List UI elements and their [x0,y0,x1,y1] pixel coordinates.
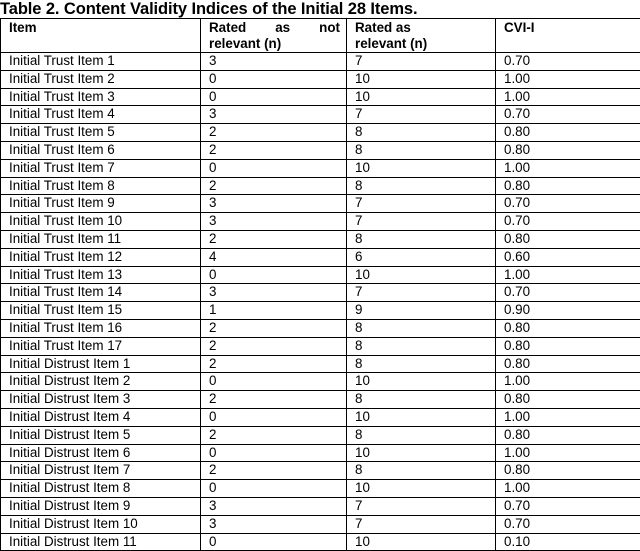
cell-item: Initial Distrust Item 7 [1,462,201,480]
cell-rated-not-relevant: 0 [201,88,347,106]
table-row [1,284,640,302]
cell-item: Initial Distrust Item 11 [1,533,201,551]
cell-rated-relevant: 7 [347,213,496,231]
cell-item: Initial Distrust Item 6 [1,444,201,462]
cell-item: Initial Trust Item 17 [1,337,201,355]
cell-rated-relevant: 10 [347,480,496,498]
table-row [1,53,640,71]
table-row [1,497,640,515]
header-line-1: Rated as [355,20,495,36]
cell-rated-relevant: 7 [347,106,496,124]
cell-cvi-i: 0.80 [496,319,640,337]
header-rated-relevant [347,19,496,53]
cell-rated-not-relevant: 3 [201,284,347,302]
cell-rated-relevant: 10 [347,408,496,426]
cell-item: Initial Trust Item 14 [1,284,201,302]
table-row [1,462,640,480]
table-row [1,88,640,106]
cell-rated-not-relevant: 2 [201,462,347,480]
cell-cvi-i: 0.10 [496,533,640,551]
cell-cvi-i: 0.80 [496,391,640,409]
cell-item: Initial Distrust Item 3 [1,391,201,409]
table-row [1,248,640,266]
cell-item: Initial Distrust Item 9 [1,497,201,515]
table-row [1,391,640,409]
cell-cvi-i: 0.90 [496,302,640,320]
cell-rated-not-relevant: 2 [201,124,347,142]
table-row [1,159,640,177]
cell-rated-relevant: 8 [347,319,496,337]
cell-cvi-i: 0.70 [496,106,640,124]
cell-item: Initial Trust Item 9 [1,195,201,213]
cell-rated-not-relevant: 0 [201,480,347,498]
table-row [1,319,640,337]
cell-rated-relevant: 7 [347,195,496,213]
table-row [1,408,640,426]
cell-item: Initial Trust Item 11 [1,230,201,248]
cell-cvi-i: 0.70 [496,53,640,71]
cell-rated-relevant: 9 [347,302,496,320]
header-cvi-i: CVI-I [496,19,640,53]
cell-rated-relevant: 8 [347,230,496,248]
cell-cvi-i: 0.70 [496,195,640,213]
cell-item: Initial Trust Item 1 [1,53,201,71]
cell-rated-relevant: 8 [347,462,496,480]
cell-rated-not-relevant: 0 [201,70,347,88]
cell-rated-not-relevant: 2 [201,230,347,248]
header-item: Item [1,19,201,53]
cell-cvi-i: 0.80 [496,230,640,248]
cell-rated-not-relevant: 2 [201,319,347,337]
cell-rated-relevant: 8 [347,355,496,373]
table-row [1,373,640,391]
cell-rated-relevant: 8 [347,141,496,159]
cell-item: Initial Distrust Item 1 [1,355,201,373]
cell-item: Initial Distrust Item 4 [1,408,201,426]
cell-cvi-i: 1.00 [496,444,640,462]
cell-rated-not-relevant: 2 [201,141,347,159]
cell-cvi-i: 0.70 [496,497,640,515]
table-row [1,515,640,533]
cell-item: Initial Trust Item 4 [1,106,201,124]
cell-item: Initial Trust Item 5 [1,124,201,142]
cell-rated-relevant: 10 [347,70,496,88]
cell-rated-relevant: 8 [347,426,496,444]
cell-rated-not-relevant: 0 [201,444,347,462]
table-row [1,106,640,124]
cell-item: Initial Trust Item 8 [1,177,201,195]
cell-item: Initial Distrust Item 8 [1,480,201,498]
cell-rated-not-relevant: 2 [201,355,347,373]
cell-rated-relevant: 6 [347,248,496,266]
cell-cvi-i: 1.00 [496,373,640,391]
table-row [1,124,640,142]
table-row [1,302,640,320]
cell-rated-relevant: 10 [347,159,496,177]
cell-cvi-i: 0.80 [496,141,640,159]
cell-rated-not-relevant: 2 [201,177,347,195]
table-row [1,337,640,355]
cell-rated-relevant: 10 [347,533,496,551]
cell-rated-relevant: 7 [347,53,496,71]
table-row [1,213,640,231]
cell-rated-relevant: 7 [347,497,496,515]
cell-item: Initial Distrust Item 5 [1,426,201,444]
cell-rated-not-relevant: 0 [201,373,347,391]
table-row [1,141,640,159]
cell-cvi-i: 0.70 [496,284,640,302]
table-row [1,230,640,248]
cell-rated-not-relevant: 0 [201,159,347,177]
cell-rated-not-relevant: 3 [201,497,347,515]
cell-cvi-i: 1.00 [496,480,640,498]
table-row [1,355,640,373]
cell-rated-not-relevant: 2 [201,426,347,444]
cell-item: Initial Distrust Item 10 [1,515,201,533]
cell-rated-relevant: 8 [347,337,496,355]
header-word: Rated [209,20,246,36]
cell-rated-relevant: 10 [347,88,496,106]
table-caption: Table 2. Content Validity Indices of the Initial 28 Items. [0,0,640,19]
table-row [1,426,640,444]
cell-rated-relevant: 10 [347,373,496,391]
cell-cvi-i: 1.00 [496,159,640,177]
cell-cvi-i: 0.70 [496,515,640,533]
cell-cvi-i: 1.00 [496,266,640,284]
header-row [1,19,640,53]
cell-cvi-i: 0.60 [496,248,640,266]
header-line-2: relevant (n) [355,36,495,52]
cell-item: Initial Trust Item 3 [1,88,201,106]
cell-rated-not-relevant: 0 [201,408,347,426]
table-row [1,266,640,284]
cell-rated-not-relevant: 3 [201,515,347,533]
cell-rated-not-relevant: 0 [201,266,347,284]
cell-rated-relevant: 10 [347,266,496,284]
cell-rated-relevant: 8 [347,177,496,195]
header-word: as [275,20,290,36]
cell-cvi-i: 0.80 [496,462,640,480]
cell-item: Initial Trust Item 7 [1,159,201,177]
cell-cvi-i: 0.80 [496,177,640,195]
header-rated-not-relevant [201,19,347,53]
cell-item: Initial Distrust Item 2 [1,373,201,391]
table-row [1,533,640,551]
cell-cvi-i: 1.00 [496,70,640,88]
cell-item: Initial Trust Item 13 [1,266,201,284]
header-line-2: relevant (n) [209,36,340,52]
table-row [1,177,640,195]
content-validity-table [0,18,640,551]
cell-item: Initial Trust Item 15 [1,302,201,320]
cell-cvi-i: 0.80 [496,124,640,142]
cell-rated-not-relevant: 1 [201,302,347,320]
cell-rated-relevant: 8 [347,124,496,142]
cell-rated-not-relevant: 3 [201,213,347,231]
table-row [1,444,640,462]
cell-rated-not-relevant: 4 [201,248,347,266]
cell-rated-relevant: 7 [347,515,496,533]
cell-cvi-i: 0.70 [496,213,640,231]
cell-cvi-i: 1.00 [496,88,640,106]
cell-cvi-i: 1.00 [496,408,640,426]
table-row [1,480,640,498]
cell-item: Initial Trust Item 6 [1,141,201,159]
cell-item: Initial Trust Item 10 [1,213,201,231]
cell-item: Initial Trust Item 2 [1,70,201,88]
table-row [1,195,640,213]
cell-rated-relevant: 7 [347,284,496,302]
table-body [1,53,640,551]
cell-cvi-i: 0.80 [496,337,640,355]
cell-cvi-i: 0.80 [496,426,640,444]
cell-item: Initial Trust Item 12 [1,248,201,266]
cell-rated-relevant: 8 [347,391,496,409]
header-word: not [319,20,340,36]
cell-rated-not-relevant: 3 [201,53,347,71]
cell-rated-relevant: 10 [347,444,496,462]
cell-rated-not-relevant: 2 [201,391,347,409]
cell-item: Initial Trust Item 16 [1,319,201,337]
table-row [1,70,640,88]
header-line-1 [209,20,340,36]
cell-rated-not-relevant: 3 [201,106,347,124]
cell-cvi-i: 0.80 [496,355,640,373]
cell-rated-not-relevant: 3 [201,195,347,213]
cell-rated-not-relevant: 2 [201,337,347,355]
cell-rated-not-relevant: 0 [201,533,347,551]
